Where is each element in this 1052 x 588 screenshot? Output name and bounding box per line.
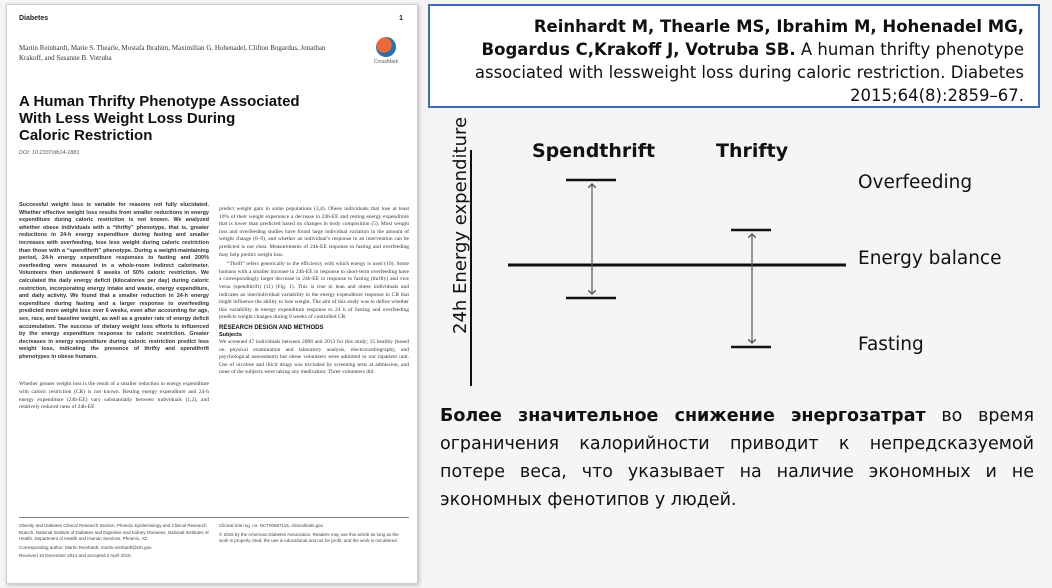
paper-title: A Human Thrifty Phenotype Associated With Less Weight Loss During Caloric Restriction <box>19 93 300 144</box>
citation-details: A human thrifty phenotype associated with lessweight loss during caloric restriction. Diabetes 2015;64(8):2859–67. <box>474 40 1024 105</box>
copyright-note: © 2015 by the American Diabetes Association. Readers may use this article as long as the work is properly cited, the use is educational and not for profit, and the work is not altered. <box>219 531 399 543</box>
crossmark-label: CrossMark <box>373 59 399 65</box>
paper-paragraph: We screened 47 individuals between 2008 and 2013 for this study; 15 healthy (based on physical examination and laboratory analysis, electrocardiography, and psychological assessment) but obese volunteers were admitted to our inpatient unit. Use of nicotine and illicit drugs was excluded by screening tests at admission, and none of the subjects were taking any medication. Three volunteers did <box>219 338 409 376</box>
thrifty-label: Thrifty <box>716 140 789 162</box>
paper-footer-left <box>19 523 209 562</box>
conclusion-text <box>440 402 1034 514</box>
paper-doi[interactable]: DOI: 10.2337/db14-1881 <box>19 150 80 156</box>
received-date: Received 10 December 2014 and accepted 2 April 2015. <box>19 553 132 558</box>
citation-authors: Reinhardt M, Thearle MS, Ibrahim M, Hohenadel MG, Bogardus C,Krakoff J, Votruba SB. <box>481 17 1024 59</box>
journal-name: Diabetes <box>19 15 49 22</box>
conclusion-emphasis: Более значительное снижение энергозатрат <box>440 406 926 426</box>
page-number: 1 <box>399 15 403 22</box>
affiliation-note: Obesity and Diabetes Clinical Research Section, Phoenix Epidemiology and Clinical Research Branch, National Institute of Diabetes and Digestive and Kidney Diseases, National Institutes of Health, Department of Health and Human Services, Phoenix, AZ <box>19 523 209 541</box>
fasting-label: Fasting <box>858 334 924 355</box>
paper-intro: Whether greater weight loss is the result of a smaller reduction in energy expenditure with caloric restriction (CR) is not known. Resting energy expenditure and 24-h energy expenditure (24h-EE) vary substantially between individuals (1,2), and relatively reduced rates of 24h-EE <box>19 381 209 411</box>
corresponding-author: Corresponding author: Martin Reinhardt, martin.reinhardt@nih.gov. <box>19 544 153 550</box>
paper-footer-right <box>219 523 409 547</box>
crossmark-logo[interactable] <box>369 37 403 65</box>
paper-paragraph: predict weight gain in some populations (3,4). Obese individuals that lose at least 10% of their weight experience a decrease in 24h-EE and resting energy expenditure that is lower than predicted based on changes in body composition (5). Most weight loss and overfeeding studies have found large individual variation in the amount of weight change (6–9), and whether an individual’s response to an intervention can be predicted is not clear. Measurements of 24h-EE response to fasting and overfeeding may help predict weight loss. <box>219 206 409 258</box>
energy-balance-label: Energy balance <box>858 248 1002 269</box>
overfeeding-label: Overfeeding <box>858 172 973 193</box>
energy-diagram <box>426 116 1046 400</box>
paper-page <box>6 4 418 584</box>
y-axis-label: 24h Energy expenditure <box>450 116 471 334</box>
paper-right-column <box>219 206 409 500</box>
crossmark-icon <box>376 37 396 57</box>
conclusion-body: во время ограничения калорийности приводит к непредсказуемой потере веса, что указывает на наличие экономных и не экономных фенотипов у людей. <box>440 406 1034 510</box>
spendthrift-label: Spendthrift <box>532 140 656 162</box>
subsection-heading: Subjects <box>219 331 242 338</box>
footer-divider <box>19 517 409 518</box>
paper-authors: Martin Reinhardt, Marie S. Thearle, Mostafa Ibrahim, Maximilian G. Hohenadel, Clifton Bogardus, Jonathan Krakoff, and Susanne B. Votruba <box>19 44 326 62</box>
trial-registration: Clinical trial reg. no. NCT00687115, clinicaltrials.gov. <box>219 523 324 528</box>
section-heading: RESEARCH DESIGN AND METHODS <box>219 324 324 331</box>
citation-box <box>428 4 1040 108</box>
paper-paragraph: “Thrift” refers generically to the efficiency with which energy is used (10). Some humans with a smaller increase in 24h-EE in response to short-term overfeeding have a correspondingly larger decrease in 24h-EE in response to fasting (thrifty) and vice versa (spendthrift) (11) (Fig. 1). This is true in lean and obese individuals and indicates an interindividual variability in the energy expenditure response to CR that might influence the ability to lose weight. The aim of this study was to define whether this variability in energy expenditure response to 24 h of fasting and overfeeding predicts weight changes during 6 weeks of controlled CR. <box>219 261 409 321</box>
paper-abstract: Successful weight loss is variable for reasons not fully elucidated. Whether effective weight loss results from smaller reductions in energy expenditure during caloric restriction is not known. We analyzed whether obese individuals with a “thrifty” phenotype, that is, greater reductions in 24-h energy expenditure during fasting and smaller increases with overfeeding, lose less weight during caloric restriction than those with a “spendthrift” phenotype. During a weight-maintaining period, 24-h energy expenditure responses to fasting and 200% overfeeding were measured in a whole-room indirect calorimeter. Volunteers then underwent 6 weeks of 50% caloric restriction. We calculated the daily energy deficit (kilocalories per day) during caloric restriction, incorporating energy intake and waste, energy expenditure, and daily activity. We found that a smaller reduction in 24-h energy expenditure during fasting and a larger response to overfeeding predicted more weight loss over 6 weeks, even after accounting for age, sex, race, and baseline weight, as well as a greater rate of energy deficit accumulation. The success of dietary weight loss efforts is influenced by the energy expenditure response to caloric restriction. Greater decreases in energy expenditure during caloric restriction predict less weight loss, indicating the presence of thrifty and spendthrift phenotypes in obese humans. <box>19 202 209 360</box>
paper-left-column <box>19 202 209 414</box>
